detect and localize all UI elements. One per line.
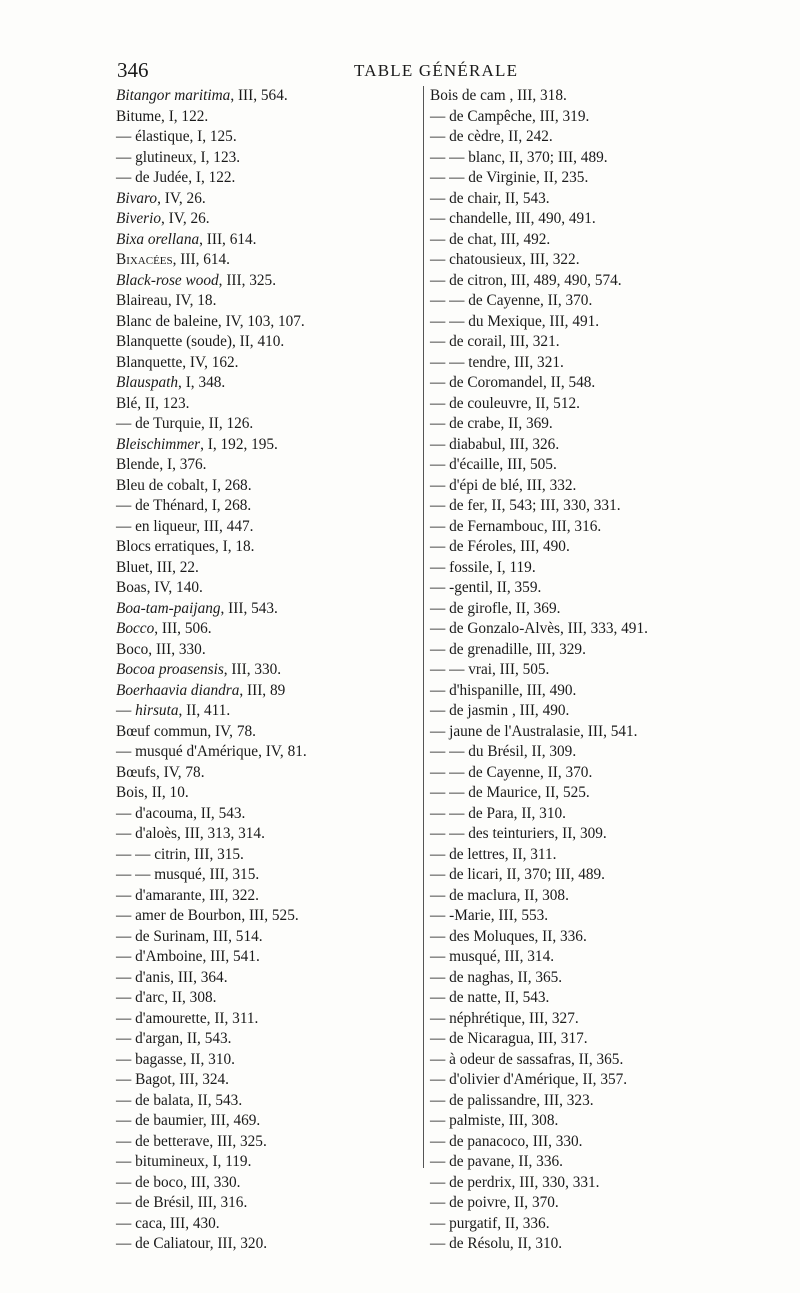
index-entry-text: , IV, 26.: [157, 189, 206, 207]
index-entry: [116, 722, 416, 743]
index-entry-text: — d'aloès, III, 313, 314.: [116, 825, 265, 842]
index-entry-text: — de Féroles, III, 490.: [430, 538, 570, 555]
index-entry: [430, 824, 730, 845]
index-entry-text: — de Campêche, III, 319.: [430, 107, 590, 125]
index-entry-text: , III, 614.: [172, 251, 231, 268]
index-entry-text: — d'hispanille, III, 490.: [430, 681, 577, 699]
index-entry-text: Boco, III, 330.: [116, 640, 206, 658]
index-entry: [116, 517, 416, 538]
index-entry-text: — de jasmin , III, 490.: [430, 702, 570, 719]
index-entry: [430, 804, 730, 825]
index-entry-text: Bleu de cobalt, I, 268.: [116, 476, 252, 494]
index-entry: [430, 230, 730, 251]
index-entry-text: — de palissandre, III, 323.: [430, 1091, 594, 1109]
index-entry-text: — de girofle, II, 369.: [430, 599, 561, 617]
index-entry: [116, 886, 416, 907]
index-entry-text: Boas, IV, 140.: [116, 579, 203, 596]
index-entry: [116, 701, 416, 722]
index-entry-text: — de fer, II, 543; III, 330, 331.: [430, 497, 621, 514]
index-entry-text: — de chat, III, 492.: [430, 230, 551, 248]
index-entry: [430, 1132, 730, 1153]
index-entry: [116, 783, 416, 804]
index-entry-text: — diababul, III, 326.: [430, 435, 560, 453]
index-entry-text: — de couleuvre, II, 512.: [430, 394, 580, 412]
index-entry: [430, 578, 730, 599]
index-entry-text: — — de Virginie, II, 235.: [430, 169, 589, 186]
index-entry: [430, 1050, 730, 1071]
index-entry: [430, 107, 730, 128]
index-entry-text: — palmiste, III, 308.: [430, 1112, 559, 1129]
index-entry-text: — — de Cayenne, II, 370.: [430, 763, 593, 781]
index-entry-text: — de perdrix, III, 330, 331.: [430, 1173, 600, 1191]
index-entry-text: — bitumineux, I, 119.: [116, 1153, 252, 1170]
index-entry-text: Bœufs, IV, 78.: [116, 763, 205, 781]
index-entry: [430, 1173, 730, 1194]
index-entry-text: Black-rose wood: [116, 271, 219, 289]
index-entry-text: — de baumier, III, 469.: [116, 1112, 261, 1129]
index-entry: [116, 394, 416, 415]
index-entry: [116, 681, 416, 702]
index-entry: [430, 1234, 730, 1255]
index-entry-text: Blocs erratiques, I, 18.: [116, 538, 255, 555]
index-entry-text: — — de Maurice, II, 525.: [430, 784, 590, 801]
index-entry-text: — de licari, II, 370; III, 489.: [430, 866, 606, 883]
index-entry: [430, 353, 730, 374]
index-entry: [116, 804, 416, 825]
index-entry-text: — glutineux, I, 123.: [116, 148, 241, 166]
index-entry-text: — musqué, III, 314.: [430, 948, 555, 965]
index-entry: [430, 619, 730, 640]
index-entry-text: — de Caliatour, III, 320.: [116, 1235, 268, 1252]
index-entry-text: — — du Brésil, II, 309.: [430, 743, 577, 760]
index-entry: [116, 865, 416, 886]
index-entry-text: , I, 192, 195.: [200, 435, 278, 453]
index-entry-text: — d'amarante, III, 322.: [116, 886, 259, 904]
index-entry: [116, 168, 416, 189]
index-entry: [116, 742, 416, 763]
index-entry-text: Blanc de baleine, IV, 103, 107.: [116, 312, 305, 330]
index-entry: [116, 476, 416, 497]
index-entry-text: , III, 325.: [218, 271, 277, 289]
index-entry-text: — de Thénard, I, 268.: [116, 497, 252, 514]
index-entry: [116, 1152, 416, 1173]
column-divider: [423, 86, 424, 1168]
index-entry-text: — musqué d'Amérique, IV, 81.: [116, 743, 307, 760]
index-entry: [116, 1070, 416, 1091]
index-entry: [430, 291, 730, 312]
index-entry-text: — bagasse, II, 310.: [116, 1050, 235, 1068]
index-entry-text: Bivaro: [116, 189, 158, 207]
index-entry-text: — -gentil, II, 359.: [430, 579, 542, 596]
index-entry: [116, 189, 416, 210]
index-entry: [116, 1234, 416, 1255]
index-entry: [116, 1009, 416, 1030]
index-entry-text: — de cèdre, II, 242.: [430, 128, 553, 145]
index-entry-text: — chandelle, III, 490, 491.: [430, 210, 596, 227]
index-entry: [430, 783, 730, 804]
index-entry-text: — jaune de l'Australasie, III, 541.: [430, 722, 638, 740]
index-entry-text: Boa-tam-paijang: [116, 599, 221, 617]
index-entry-text: , IV, 26.: [161, 210, 210, 227]
index-entry-text: Bitangor maritima: [116, 87, 231, 104]
index-entry-text: — — de Para, II, 310.: [430, 804, 566, 822]
index-entry-text: — de boco, III, 330.: [116, 1173, 241, 1191]
index-entry-text: — de chair, II, 543.: [430, 189, 550, 207]
index-entry-text: Blé, II, 123.: [116, 394, 190, 412]
index-entry: [116, 435, 416, 456]
index-entry: [430, 496, 730, 517]
index-entry: [116, 824, 416, 845]
index-entry-text: Biverio: [116, 210, 162, 227]
index-entry: [430, 1214, 730, 1235]
index-entry-text: Boerhaavia diandra: [116, 681, 240, 699]
index-entry-text: — de Judée, I, 122.: [116, 169, 236, 186]
index-entry: [430, 1009, 730, 1030]
index-entry-text: Blauspath: [116, 374, 179, 391]
index-entry: [430, 927, 730, 948]
index-entry: [430, 332, 730, 353]
index-entry: [116, 148, 416, 169]
index-entry-text: — de maclura, II, 308.: [430, 886, 569, 904]
index-entry: [116, 947, 416, 968]
index-entry-text: — d'olivier d'Amérique, II, 357.: [430, 1071, 628, 1088]
index-entry: [430, 455, 730, 476]
index-entry-text: — d'amourette, II, 311.: [116, 1009, 259, 1027]
index-entry-text: — -Marie, III, 553.: [430, 907, 549, 924]
index-entry-text: — — du Mexique, III, 491.: [430, 312, 600, 330]
index-entry: [116, 1214, 416, 1235]
index-entry: [430, 414, 730, 435]
index-entry-text: — de lettres, II, 311.: [430, 845, 557, 863]
index-entry: [116, 988, 416, 1009]
index-entry: [116, 209, 416, 230]
index-entry-text: Bois de cam , III, 318.: [430, 87, 567, 104]
index-entry-text: — de crabe, II, 369.: [430, 415, 553, 432]
index-entry-text: Bœuf commun, IV, 78.: [116, 722, 256, 740]
index-entry-text: Bocoa proasensis: [116, 661, 224, 678]
index-entry-text: —: [116, 702, 136, 719]
index-entry-text: — de Turquie, II, 126.: [116, 415, 254, 432]
index-entry-text: Bleischimmer: [116, 435, 201, 453]
index-entry-text: — de Brésil, III, 316.: [116, 1194, 248, 1211]
index-entry: [116, 660, 416, 681]
index-entry-text: — d'épi de blé, III, 332.: [430, 476, 577, 494]
index-entry-text: Blaireau, IV, 18.: [116, 292, 217, 309]
index-entry-text: — de Nicaragua, III, 317.: [430, 1030, 588, 1047]
index-entry-text: — de balata, II, 543.: [116, 1091, 243, 1109]
index-entry: [116, 968, 416, 989]
index-entry-text: Blanquette (soude), II, 410.: [116, 333, 285, 350]
index-entry: [430, 845, 730, 866]
index-entry: [430, 701, 730, 722]
index-entry-text: , III, 330.: [223, 661, 282, 678]
index-entry-text: , III, 506.: [154, 620, 212, 637]
index-entry-text: — en liqueur, III, 447.: [116, 517, 254, 535]
index-entry: [116, 599, 416, 620]
index-entry: [116, 455, 416, 476]
index-entry: [430, 86, 730, 107]
running-title: TABLE GÉNÉRALE: [354, 61, 519, 80]
index-entry: [430, 250, 730, 271]
index-entry: [116, 927, 416, 948]
index-entry-text: — néphrétique, III, 327.: [430, 1009, 579, 1027]
index-entry: [116, 1091, 416, 1112]
index-entry-text: — d'anis, III, 364.: [116, 968, 228, 986]
index-entry: [430, 558, 730, 579]
index-entry: [116, 291, 416, 312]
index-entry-text: — d'arc, II, 308.: [116, 989, 217, 1006]
index-entry: [430, 988, 730, 1009]
index-entry: [430, 537, 730, 558]
index-entry-text: — de Coromandel, II, 548.: [430, 374, 596, 391]
index-entry-text: — de corail, III, 321.: [430, 333, 560, 350]
index-entry: [116, 578, 416, 599]
index-entry: [430, 968, 730, 989]
index-entry-text: Bitume, I, 122.: [116, 107, 209, 125]
index-entry: [430, 906, 730, 927]
index-entry: [116, 640, 416, 661]
index-entry: [430, 127, 730, 148]
index-entry: [430, 1091, 730, 1112]
index-entry: [430, 599, 730, 620]
index-entry: [430, 168, 730, 189]
index-entry: [116, 496, 416, 517]
index-entry-text: — caca, III, 430.: [116, 1214, 220, 1232]
index-entry-text: — — vrai, III, 505.: [430, 661, 550, 678]
index-entry-text: — de natte, II, 543.: [430, 989, 550, 1006]
index-entry-text: — d'argan, II, 543.: [116, 1030, 232, 1047]
index-entry: [430, 476, 730, 497]
index-entry: [430, 1111, 730, 1132]
index-entry-text: — de naghas, II, 365.: [430, 968, 563, 986]
index-entry: [116, 1173, 416, 1194]
index-entry: [430, 865, 730, 886]
index-entry-text: — — blanc, II, 370; III, 489.: [430, 148, 608, 166]
index-entry-text: — de Fernambouc, III, 316.: [430, 517, 602, 535]
index-entry-text: Bois, II, 10.: [116, 784, 189, 801]
index-entry-text: , III, 564.: [230, 87, 288, 104]
index-entry: [430, 763, 730, 784]
index-entry-text: — de panacoco, III, 330.: [430, 1132, 583, 1150]
index-entry: [116, 906, 416, 927]
index-entry: [430, 394, 730, 415]
index-entry-text: , III, 89: [239, 681, 286, 699]
index-entry: [430, 1193, 730, 1214]
index-entry: [116, 86, 416, 107]
index-entry-text: — de Surinam, III, 514.: [116, 927, 263, 945]
index-entry: [430, 435, 730, 456]
index-entry-text: , III, 543.: [220, 599, 278, 617]
index-entry-text: — amer de Bourbon, III, 525.: [116, 907, 299, 924]
index-entry-text: — de poivre, II, 370.: [430, 1194, 559, 1211]
index-entry-text: , I, 348.: [178, 374, 226, 391]
index-entry: [116, 230, 416, 251]
index-entry: [116, 1050, 416, 1071]
index-entry-text: Blanquette, IV, 162.: [116, 353, 239, 371]
index-entry: [116, 763, 416, 784]
index-entry: [116, 271, 416, 292]
index-entry-text: — de Résolu, II, 310.: [430, 1235, 563, 1252]
index-column-right: [430, 86, 730, 1255]
index-entry-text: — de betterave, III, 325.: [116, 1132, 267, 1150]
index-entry-text: Bixa orellana: [116, 230, 200, 248]
index-entry: [116, 250, 416, 271]
index-entry-text: — d'acouma, II, 543.: [116, 804, 246, 822]
index-entry: [116, 619, 416, 640]
index-entry: [430, 373, 730, 394]
index-entry-text: — — citrin, III, 315.: [116, 845, 244, 863]
index-entry-text: — à odeur de sassafras, II, 365.: [430, 1050, 624, 1068]
index-entry-text: — — de Cayenne, II, 370.: [430, 292, 593, 309]
index-entry: [430, 722, 730, 743]
index-entry: [430, 681, 730, 702]
index-entry-text: Bluet, III, 22.: [116, 558, 199, 576]
index-entry: [430, 1152, 730, 1173]
index-entry: [430, 660, 730, 681]
index-entry-text: — — tendre, III, 321.: [430, 353, 564, 371]
index-entry: [430, 517, 730, 538]
index-entry-text: hirsuta: [135, 702, 179, 719]
index-entry: [116, 1111, 416, 1132]
index-entry: [430, 742, 730, 763]
index-entry: [116, 414, 416, 435]
index-entry-text: , II, 411.: [178, 702, 231, 719]
index-entry: [430, 1029, 730, 1050]
index-entry: [116, 537, 416, 558]
index-entry: [116, 1132, 416, 1153]
index-entry-text: — d'écaille, III, 505.: [430, 456, 557, 473]
index-entry: [430, 1070, 730, 1091]
index-entry: [116, 373, 416, 394]
index-entry-text: — chatousieux, III, 322.: [430, 251, 580, 268]
index-entry: [430, 271, 730, 292]
index-entry: [116, 127, 416, 148]
index-entry-text: — Bagot, III, 324.: [116, 1071, 230, 1088]
index-entry: [430, 640, 730, 661]
index-entry-text: — fossile, I, 119.: [430, 558, 536, 576]
index-entry-text: — de grenadille, III, 329.: [430, 640, 586, 658]
index-entry-text: — des Moluques, II, 336.: [430, 927, 587, 945]
index-entry: [116, 558, 416, 579]
index-entry: [116, 353, 416, 374]
index-entry-text: — — des teinturiers, II, 309.: [430, 825, 607, 842]
index-column-left: [116, 86, 416, 1255]
index-entry: [116, 1193, 416, 1214]
index-entry: [116, 845, 416, 866]
index-entry: [430, 189, 730, 210]
index-entry-text: Bixacées: [116, 251, 173, 268]
index-entry: [430, 947, 730, 968]
index-entry: [430, 209, 730, 230]
index-entry: [116, 1029, 416, 1050]
index-entry-text: Bocco: [116, 620, 155, 637]
index-entry-text: , III, 614.: [199, 230, 257, 248]
index-entry: [116, 332, 416, 353]
index-entry-text: — purgatif, II, 336.: [430, 1214, 550, 1232]
index-entry-text: — de pavane, II, 336.: [430, 1153, 563, 1170]
index-entry: [430, 148, 730, 169]
index-entry-text: — de citron, III, 489, 490, 574.: [430, 271, 622, 289]
index-entry-text: — d'Amboine, III, 541.: [116, 948, 260, 965]
index-entry-text: — de Gonzalo-Alvès, III, 333, 491.: [430, 620, 648, 637]
page-number: 346: [117, 58, 149, 82]
index-entry-text: — — musqué, III, 315.: [116, 866, 260, 883]
index-entry: [116, 312, 416, 333]
index-entry: [430, 886, 730, 907]
index-entry-text: Blende, I, 376.: [116, 456, 207, 473]
index-entry: [116, 107, 416, 128]
index-entry: [430, 312, 730, 333]
index-entry-text: — élastique, I, 125.: [116, 128, 237, 145]
